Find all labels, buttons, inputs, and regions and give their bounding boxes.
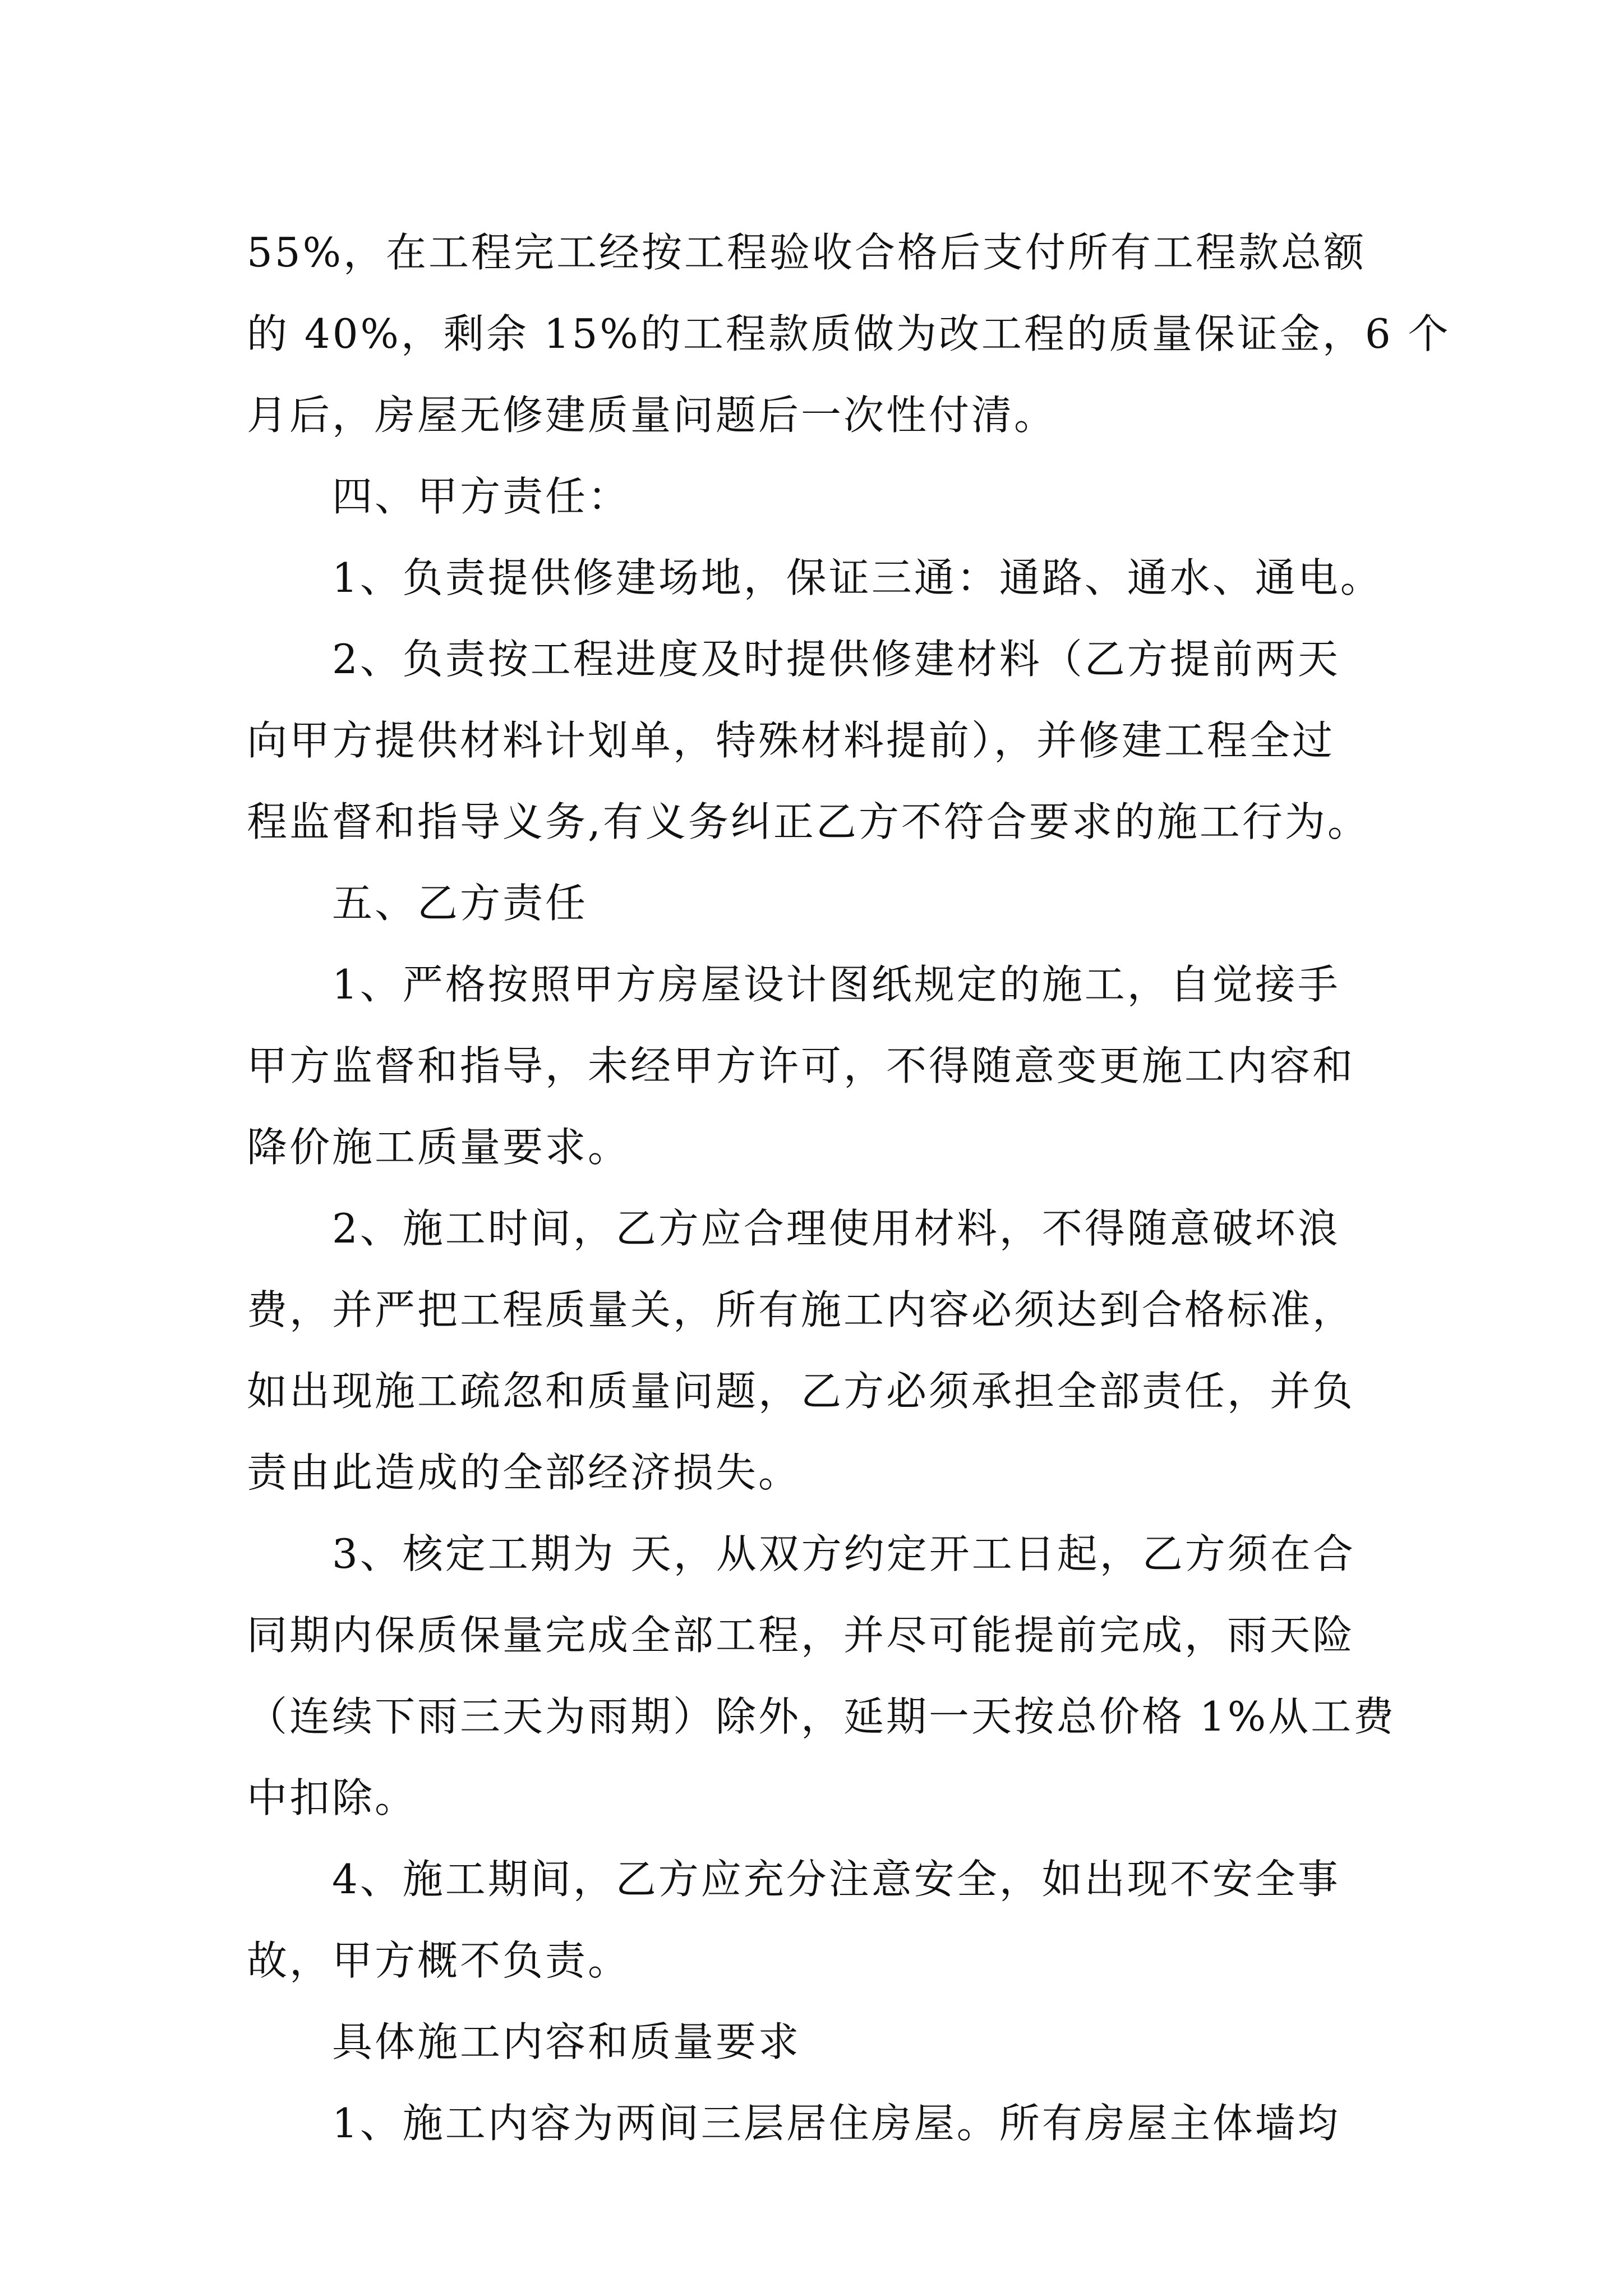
paragraph-line: 3、核定工期为 天，从双方约定开工日起，乙方须在合 xyxy=(247,1530,1355,1577)
section-heading: 五、乙方责任 xyxy=(247,880,588,927)
paragraph-line: 的 40%，剩余 15%的工程款质做为改工程的质量保证金，6 个 xyxy=(247,310,1451,357)
paragraph-line: 2、施工时间，乙方应合理使用材料，不得随意破坏浪 xyxy=(247,1205,1340,1252)
paragraph-line: 1、施工内容为两间三层居住房屋。所有房屋主体墙均 xyxy=(247,2100,1340,2147)
paragraph-line: 1、负责提供修建场地，保证三通：通路、通水、通电。 xyxy=(247,554,1383,601)
paragraph-line: 2、负责按工程进度及时提供修建材料（乙方提前两天 xyxy=(247,636,1340,683)
paragraph-line: 如出现施工疏忽和质量问题，乙方必须承担全部责任，并负 xyxy=(247,1368,1355,1415)
paragraph-line: 55%，在工程完工经按工程验收合格后支付所有工程款总额 xyxy=(247,229,1367,276)
paragraph-line: 程监督和指导义务,有义务纠正乙方不符合要求的施工行为。 xyxy=(247,798,1370,845)
paragraph-line: 费，并严把工程质量关，所有施工内容必须达到合格标准， xyxy=(247,1286,1355,1333)
paragraph-line: 降价施工质量要求。 xyxy=(247,1124,631,1171)
section-heading: 具体施工内容和质量要求 xyxy=(247,2018,801,2065)
paragraph-line: 月后，房屋无修建质量问题后一次性付清。 xyxy=(247,392,1057,439)
paragraph-line: 4、施工期间，乙方应充分注意安全，如出现不安全事 xyxy=(247,1856,1340,1903)
paragraph-line: 向甲方提供材料计划单，特殊材料提前），并修建工程全过 xyxy=(247,717,1335,764)
paragraph-line: 故，甲方概不负责。 xyxy=(247,1937,631,1984)
section-heading: 四、甲方责任： xyxy=(247,473,631,520)
paragraph-line: （连续下雨三天为雨期）除外，延期一天按总价格 1%从工费 xyxy=(247,1693,1396,1740)
paragraph-line: 1、严格按照甲方房屋设计图纸规定的施工，自觉接手 xyxy=(247,961,1340,1008)
paragraph-line: 中扣除。 xyxy=(247,1774,418,1821)
document-body xyxy=(247,212,1451,2164)
paragraph-line: 责由此造成的全部经济损失。 xyxy=(247,1449,801,1496)
paragraph-line: 甲方监督和指导，未经甲方许可，不得随意变更施工内容和 xyxy=(247,1042,1355,1089)
paragraph-line: 同期内保质保量完成全部工程，并尽可能提前完成，雨天险 xyxy=(247,1612,1355,1659)
